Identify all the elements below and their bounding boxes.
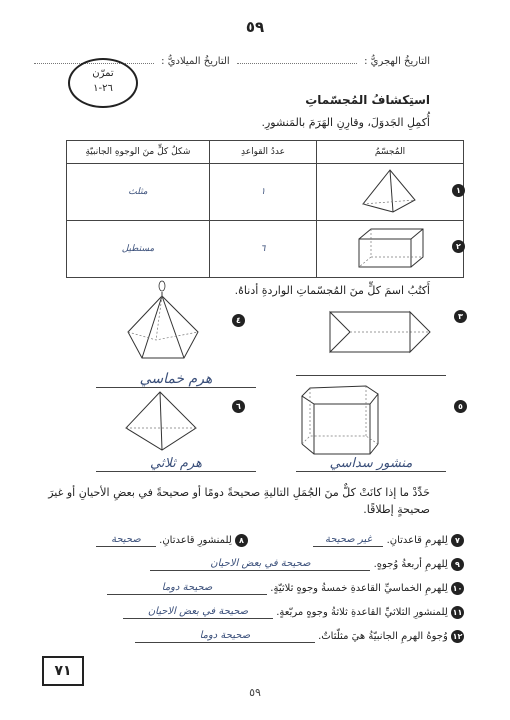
pentagonal-pyramid-icon [112, 280, 212, 370]
part1-instruction: أُكمِلِ الجَدوَلَ، وقارِنِ الهَرَمَ بالمَنشورِ. [261, 116, 430, 129]
header-solid: المُجسّمُ [317, 141, 464, 164]
item-answer: هرم خماسي [139, 371, 213, 387]
item-answer: منشور سداسي [329, 456, 413, 471]
item-answer: هرم ثلاثي [149, 456, 203, 471]
pyramid-icon [345, 166, 435, 216]
solid-cell [317, 221, 464, 278]
statement-row [123, 606, 464, 619]
statement-answer[interactable]: صحيحة [96, 534, 156, 547]
faces-cell[interactable]: مثلث [67, 164, 210, 221]
statement-row [107, 582, 464, 595]
row-number-badge: ١ [452, 184, 465, 197]
row-number-badge: ٢ [452, 240, 465, 253]
statement-row [96, 534, 248, 547]
item-answer-line[interactable] [96, 452, 256, 472]
statement-text: لِلمنشورِ قاعدتانِ. [159, 535, 232, 546]
statement-number-badge: ٧ [451, 534, 464, 547]
solids-table [66, 140, 464, 278]
triangular-pyramid-icon [118, 388, 208, 458]
solid-cell [317, 164, 464, 221]
item-answer-line[interactable] [296, 375, 446, 376]
statement-row [135, 630, 464, 643]
statement-answer[interactable]: صحيحة دوما [135, 630, 315, 643]
statement-text: لِلهرمِ أربعةُ وُجوهٍ. [373, 559, 448, 570]
statement-text: لِلهرمِ قاعدتانِ. [386, 535, 448, 546]
statement-row [313, 534, 464, 547]
badge-title: تمرّن [92, 68, 114, 79]
table-row [67, 221, 464, 278]
part2-instruction: أَكتُبُ اسمَ كلٍّ منَ المُجسّماتِ الواردةِ أدناهُ. [234, 284, 430, 297]
section-title: استِكشافُ المُجسّماتِ [305, 93, 430, 107]
faces-cell[interactable]: مستطيل [67, 221, 210, 278]
item-answer-line[interactable] [96, 368, 256, 388]
statement-answer[interactable]: صحيحة دوما [107, 582, 267, 595]
hijri-date-field[interactable] [237, 55, 357, 64]
item-answer-line[interactable] [296, 452, 446, 472]
statement-text: لِلهرمِ الخماسيِّ القاعدةِ خمسةُ وجوهٍ ثلاثيّةٍ. [270, 583, 448, 594]
item-number-badge: ٣ [454, 310, 467, 323]
statement-number-badge: ١٢ [452, 632, 463, 641]
statement-number-badge: ١١ [452, 608, 463, 617]
table-row [67, 164, 464, 221]
hexagonal-prism-icon [296, 382, 390, 462]
statement-text: وُجوهُ الهرمِ الجانبيّةُ هيَ مثلّثاتٌ. [318, 631, 448, 642]
statement-answer[interactable]: صحيحة في بعض الاحيان [150, 558, 370, 571]
item-number-badge: ٦ [232, 400, 245, 413]
statement-number-badge: ١٠ [452, 584, 463, 593]
item-number-badge: ٤ [232, 314, 245, 327]
statement-answer[interactable]: صحيحة في بعض الاحيان [123, 606, 273, 619]
header-faces: شكلُ كلٍّ منَ الوجوهِ الجانبيّةِ [67, 141, 210, 164]
exercise-badge [68, 58, 138, 108]
gregorian-date-label: التاريخُ الميلاديُّ : [161, 56, 230, 67]
statement-number-badge: ٩ [451, 558, 464, 571]
badge-number: ٢٦-١ [93, 83, 113, 94]
statement-answer[interactable]: غير صحيحة [313, 534, 383, 547]
rectangular-prism-icon [345, 223, 435, 273]
statement-text: لِلمنشورِ الثلاثيِّ القاعدةِ ثلاثةُ وجوهٍ مربّعةٍ. [276, 607, 448, 618]
statement-number-badge: ٨ [235, 534, 248, 547]
hijri-date-label: التاريخُ الهجريُّ : [364, 56, 430, 67]
header-bases: عددُ القواعدِ [209, 141, 316, 164]
bases-cell[interactable]: ١ [209, 164, 316, 221]
triangular-prism-icon [320, 302, 450, 362]
footer-page-number: ٥٩ [249, 686, 261, 699]
page-number: ٥٩ [245, 18, 265, 36]
part3-instruction: حَدِّدْ ما إذا كانَتْ كلٌّ منَ الجُمَلِ التاليةِ صحيحةً دومًا أو صحيحةً في بعضِ الأحيانِ أو غيرَ صحيحةٍ إطلاقًا. [48, 486, 430, 516]
item-number-badge: ٥ [454, 400, 467, 413]
statement-row [150, 558, 464, 571]
bases-cell[interactable]: ٦ [209, 221, 316, 278]
page-stamp: ٧١ [42, 656, 84, 686]
